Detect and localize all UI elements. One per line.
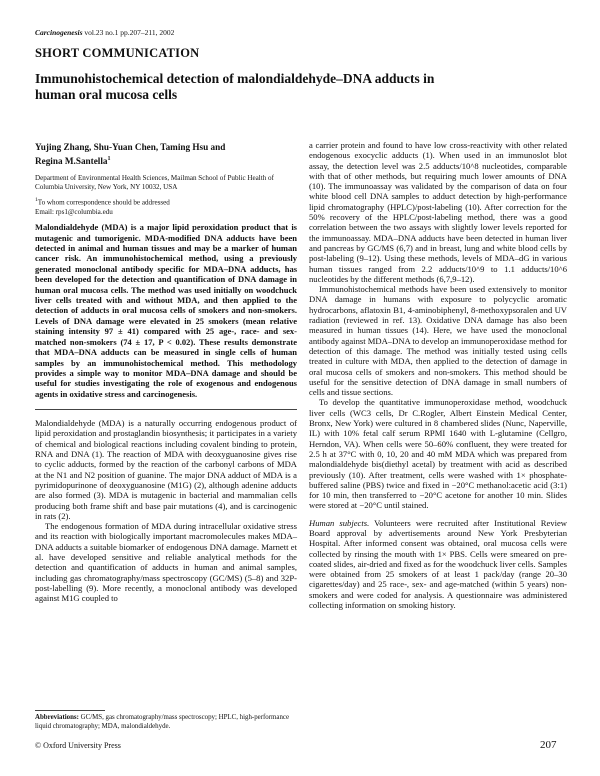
page-number: 207 [540,739,557,751]
left-column [35,140,297,603]
correspondence [35,196,297,217]
footnote-divider [35,710,105,711]
section-heading: SHORT COMMUNICATION [35,46,200,60]
paragraph: a carrier protein and found to have low cross-reactivity with other related endogenous exocyclic adducts (1). When used in an immunoslot blot assay, the detection level was 2.5 adducts/10^8 nucleotides, comparable with that of other methods, but requiring much lower amounts of DNA (10). The immunoassay was validated by the comparison of data on four white blood cell DNA samples to adduct detection by high-performance lipid chromatography (HPLC)/post-labeling (10). After correction for the 50% recovery of the HPLC/post-labeling method, there was a good correlation between the two assays with slightly lower levels reported for the immunoassay. MDA–DNA adducts have been detected in human liver and pancreas by GC/MS (6,7) and in breast, lung and white blood cells by post-labeling (9–12). Using these methods, levels of MDA–dG in various human tissues ranged from 2.2 adducts/10^9 to 1.1 adducts/10^6 nucleotides by the different methods (6,7,9–12). [309,140,567,284]
paragraph: Malondialdehyde (MDA) is a naturally occurring endogenous product of lipid peroxidation and prostaglandin biosynthesis; it participates in a variety of chemical and biological reactions including covalent binding to protein, RNA and DNA (1). The reaction of MDA with deoxyguanosine gives rise to cyclic adducts, formed by the reaction of the carbonyl carbons of MDA at the N1 and N2 position of guanine. The major DNA adduct of MDA is a pyrimidopurinone of deoxyguanosine (M1G) (2), although adenine adducts are also formed (3). MDA is mutagenic in bacterial and mammalian cells producing both frame shift and base pair mutations (4), and is carcinogenic in rats (2). [35,418,297,521]
abbreviations-label: Abbreviations: [35,714,79,721]
journal-name: Carcinogenesis [35,28,83,37]
subsection-text: Volunteers were recruited after Institutional Review Board approval by advertisements around New York Presbyterian Hospital. After informed consent was obtained, oral mucosa cells were collected by rinsing the mouth with 1× PBS. Cells were smeared on pre-coated slides, air-dried and fixed as for the woodchuck liver cells. Samples were obtained from 25 smokers of at least 1 pack/day (range 20–30 cigarettes/day) and 25 race-, sex- and age-matched (within 5 years) non-smokers and were coded for analysis. A questionnaire was administered collecting information on smoking history. [309,517,567,611]
paragraph-human-subjects [309,518,567,611]
left-body-text [35,418,297,603]
affiliation: Department of Environmental Health Sciences, Mailman School of Public Health of Columbia University, New York, NY 10032, USA [35,174,274,192]
correspondence-email: Email: rps1@columbia.edu [35,208,113,217]
correspondence-mark: 1 [35,197,38,204]
author-list [35,141,297,167]
paragraph: Immunohistochemical methods have been used extensively to monitor DNA damage in humans with exposure to polycyclic aromatic hydrocarbons, aflatoxin B1, 4-aminobiphenyl, 8-methoxypsoralen and UV radiation (reviewed in ref. 13). Oxidative DNA damage has also been measured in human tissues (14). Here, we have used the monoclonal antibody against MDA–DNA to develop an immunoperoxidase method for detection of this damage. The method was initially tested using cells treated in culture with MDA, then applied to the detection of damage in oral mucosa cells of smokers and non-smokers. This method should be useful for the sensitive detection of DNA damage in small numbers of cells and tissue sections. [309,284,567,398]
correspondence-note: To whom correspondence should be addressed [37,198,170,207]
paragraph: To develop the quantitative immunoperoxidase method, woodchuck liver cells (WC3 cells, Dr C.Rogler, Albert Einstein Medical Center, Bronx, New York) were cultured in 8 chambered slides (Nunc, Naperville, IL) with 10% fetal calf serum RPMI 1640 with L-glutamine (Cellgro, Herndon, VA). When cells were 50–60% confluent, they were treated for 2.5 h at 37°C with 0, 10, 20 and 40 mM MDA which was prepared from malondialdehyde bis(diethyl acetal) by treatment with acid as described previously (10). After treatment, cells were washed with 1× phosphate-buffered saline (PBS) twice and fixed in −20°C methanol:acetic acid (3:1) for 10 min, then transferred to −20°C acetone for another 10 min. Slides were stored at −20°C until stained. [309,397,567,511]
right-column [309,140,567,610]
abbreviations-text: GC/MS, gas chromatography/mass spectroscopy; HPLC, high-performance liquid chromatography; MDA, malondialdehyde. [35,714,290,730]
author-footnote-mark: 1 [107,156,111,162]
citation: vol.23 no.1 pp.207–211, 2002 [82,28,175,37]
abbreviations-footnote [35,714,297,731]
abstract: Malondialdehyde (MDA) is a major lipid peroxidation product that is mutagenic and tumorigenic. MDA-modified DNA adducts have been detected in animal and human tissues and may be a marker of human cancer risk. An immunohistochemical method, using a previously generated monoclonal antibody specific for MDA–DNA adducts, has been developed for the detection and quantification of DNA damage in human oral mucosa cells. The method was used initially on woodchuck liver cells treated with and without MDA, and then applied to the detection of adducts in oral mucosa cells of smokers and non-smokers. Levels of DNA damage were elevated in 25 smokers (mean relative staining intensity 97 ± 41) compared with 25 age-, race- and sex-matched non-smokers (74 ± 17, P < 0.02). These results demonstrate that MDA–DNA adducts can be measured in single cells of human samples by an immunohistochemical method. This methodology provides a simple way to monitor MDA–DNA damage and should be useful for studies investigating the role of exogenous and endogenous agents in oxidative stress and carcinogenesis. [35,222,297,399]
paragraph: The endogenous formation of MDA during intracellular oxidative stress and its reaction with biologically important macromolecules makes MDA–DNA adducts a suitable biomarker of endogenous DNA damage. Marnett et al. have developed sensitive and reliable analytical methods for the detection and quantification of adducts in human and animal samples, including gas chromatography/mass spectroscopy (GC/MS) (5–8) and 32P-post-labelling (9). More recently, a monoclonal antibody was developed against M1G coupled to [35,521,297,604]
article-title: Immunohistochemical detection of malondialdehyde–DNA adducts in human oral mucosa cells [35,71,435,102]
author-line-2: Regina M.Santella$^1$ [35,156,111,167]
subsection-label: Human subjects. [309,517,370,528]
abstract-divider [35,409,297,410]
author-line-1: Yujing Zhang, Shu-Yuan Chen, Taming Hsu and [35,142,226,152]
running-head [35,28,174,37]
publisher-line: © Oxford University Press [35,741,121,750]
